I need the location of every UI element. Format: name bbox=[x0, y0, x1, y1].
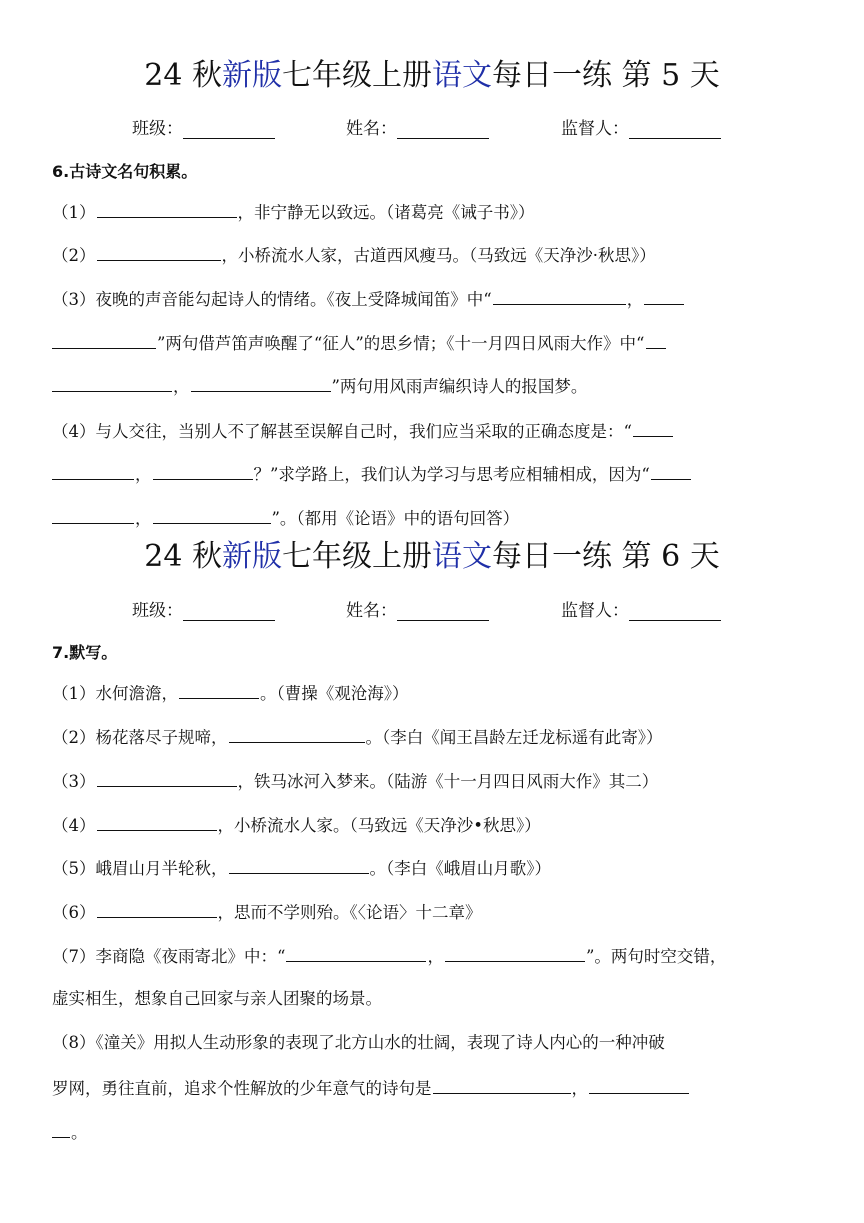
answer-blank[interactable] bbox=[52, 506, 134, 524]
answer-blank[interactable] bbox=[52, 374, 172, 392]
supervisor-field bbox=[561, 114, 721, 139]
q-text: （1）水何澹澹， bbox=[52, 684, 178, 703]
q-text: （3）夜晚的声音能勾起诗人的情绪。《夜上受降城闻笛》中“ bbox=[52, 290, 492, 309]
question-line bbox=[52, 813, 814, 838]
answer-blank[interactable] bbox=[97, 813, 217, 831]
q-text: 虚实相生，想象自己回家与亲人团聚的场景。 bbox=[52, 989, 382, 1008]
name-label: 姓名： bbox=[346, 601, 397, 621]
day6-title bbox=[0, 537, 864, 577]
name-field bbox=[346, 596, 489, 621]
title-highlight: 语文 bbox=[432, 539, 492, 574]
title-part: 每日一练 第 6 天 bbox=[492, 539, 720, 574]
answer-blank[interactable] bbox=[445, 944, 585, 962]
title-part: 七年级上册 bbox=[282, 58, 432, 93]
title-part: 七年级上册 bbox=[282, 539, 432, 574]
question-line bbox=[52, 243, 814, 268]
supervisor-blank[interactable] bbox=[629, 602, 721, 621]
question-line bbox=[52, 506, 814, 531]
class-blank[interactable] bbox=[183, 602, 275, 621]
q-text: ”两句借芦笛声唤醒了“征人”的思乡情；《十一月四日风雨大作》中“ bbox=[157, 334, 645, 353]
q-text: ，非宁静无以致远。（诸葛亮《诫子书》） bbox=[237, 203, 535, 222]
answer-blank[interactable] bbox=[644, 287, 684, 305]
answer-blank[interactable] bbox=[97, 243, 221, 261]
day5-info-row bbox=[0, 114, 864, 142]
question-line bbox=[52, 1120, 814, 1145]
q-text: ， bbox=[626, 290, 644, 309]
q-text: （2）杨花落尽子规啼， bbox=[52, 728, 228, 747]
q-text: 。（李白《峨眉山月歌》） bbox=[369, 859, 551, 878]
answer-blank[interactable] bbox=[97, 900, 217, 918]
answer-blank[interactable] bbox=[286, 944, 426, 962]
section-heading: 6.古诗文名句积累。 bbox=[52, 162, 198, 181]
question-line bbox=[52, 200, 814, 225]
class-field bbox=[132, 596, 275, 621]
answer-blank[interactable] bbox=[153, 506, 271, 524]
title-highlight: 新版 bbox=[222, 539, 282, 574]
q-text: ， bbox=[135, 509, 152, 528]
answer-blank[interactable] bbox=[153, 462, 253, 480]
title-part: 24 秋 bbox=[144, 539, 222, 574]
question-line bbox=[52, 900, 814, 925]
answer-blank[interactable] bbox=[229, 856, 369, 874]
q-text: ， bbox=[173, 377, 190, 396]
q-text: （2） bbox=[52, 246, 96, 265]
question-line bbox=[52, 769, 814, 794]
answer-blank[interactable] bbox=[52, 1120, 70, 1138]
question-line bbox=[52, 1076, 814, 1101]
answer-blank[interactable] bbox=[651, 462, 691, 480]
answer-blank[interactable] bbox=[179, 681, 259, 699]
question-line bbox=[52, 331, 814, 356]
answer-blank[interactable] bbox=[433, 1076, 571, 1094]
title-part: 每日一练 第 5 天 bbox=[492, 58, 720, 93]
supervisor-label: 监督人： bbox=[561, 601, 629, 621]
answer-blank[interactable] bbox=[191, 374, 331, 392]
title-part: 24 秋 bbox=[144, 58, 222, 93]
q-text: （4） bbox=[52, 816, 96, 835]
title-highlight: 语文 bbox=[432, 58, 492, 93]
class-field bbox=[132, 114, 275, 139]
name-blank[interactable] bbox=[397, 120, 489, 139]
class-label: 班级： bbox=[132, 601, 183, 621]
q-text: 。（李白《闻王昌龄左迁龙标遥有此寄》） bbox=[365, 728, 663, 747]
answer-blank[interactable] bbox=[589, 1076, 689, 1094]
supervisor-field bbox=[561, 596, 721, 621]
answer-blank[interactable] bbox=[52, 462, 134, 480]
answer-blank[interactable] bbox=[97, 200, 237, 218]
q-text: 。 bbox=[71, 1123, 88, 1142]
question-line bbox=[52, 419, 814, 444]
q-text: ？”求学路上，我们认为学习与思考应相辅相成，因为“ bbox=[253, 465, 650, 484]
question-line bbox=[52, 681, 814, 706]
class-blank[interactable] bbox=[183, 120, 275, 139]
q-text: ”。（都用《论语》中的语句回答） bbox=[271, 509, 520, 528]
day5-title bbox=[0, 56, 864, 96]
q-text: ， bbox=[571, 1079, 588, 1098]
q-text: ，小桥流水人家，古道西风瘦马。（马致远《天净沙·秋思》） bbox=[221, 246, 656, 265]
q-text: （8）《潼关》用拟人生动形象的表现了北方山水的壮阔，表现了诗人内心的一种冲破 bbox=[52, 1033, 665, 1052]
q-text: ， bbox=[427, 947, 444, 966]
q-text: ”两句用风雨声编织诗人的报国梦。 bbox=[331, 377, 588, 396]
question-line bbox=[52, 287, 814, 312]
answer-blank[interactable] bbox=[229, 725, 365, 743]
section-heading: 7.默写。 bbox=[52, 643, 118, 662]
title-highlight: 新版 bbox=[222, 58, 282, 93]
answer-blank[interactable] bbox=[493, 287, 626, 305]
question-line bbox=[52, 725, 814, 750]
name-field bbox=[346, 114, 489, 139]
answer-blank[interactable] bbox=[633, 419, 673, 437]
q-text: ，铁马冰河入梦来。（陆游《十一月四日风雨大作》其二） bbox=[237, 772, 659, 791]
question-line bbox=[52, 987, 814, 1011]
q-text: （1） bbox=[52, 203, 96, 222]
name-label: 姓名： bbox=[346, 119, 397, 139]
question-line bbox=[52, 856, 814, 881]
question-line bbox=[52, 944, 814, 969]
q-text: ， bbox=[135, 465, 152, 484]
q-text: ”。两句时空交错， bbox=[585, 947, 727, 966]
day6-info-row bbox=[0, 596, 864, 624]
question-line bbox=[52, 374, 814, 399]
question-line bbox=[52, 462, 814, 487]
q-text: （5）峨眉山月半轮秋， bbox=[52, 859, 228, 878]
q-text: （4）与人交往，当别人不了解甚至误解自己时，我们应当采取的正确态度是：“ bbox=[52, 422, 632, 441]
q-text: 罗网，勇往直前，追求个性解放的少年意气的诗句是 bbox=[52, 1079, 432, 1098]
class-label: 班级： bbox=[132, 119, 183, 139]
supervisor-label: 监督人： bbox=[561, 119, 629, 139]
q-text: （7）李商隐《夜雨寄北》中：“ bbox=[52, 947, 286, 966]
q-text: 。（曹操《观沧海》） bbox=[260, 684, 409, 703]
question-line bbox=[52, 1031, 814, 1055]
name-blank[interactable] bbox=[397, 602, 489, 621]
q-text: ，小桥流水人家。（马致远《天净沙•秋思》） bbox=[217, 816, 541, 835]
q-text: （6） bbox=[52, 903, 96, 922]
q-text: （3） bbox=[52, 772, 96, 791]
answer-blank[interactable] bbox=[646, 331, 666, 349]
answer-blank[interactable] bbox=[52, 331, 156, 349]
answer-blank[interactable] bbox=[97, 769, 237, 787]
supervisor-blank[interactable] bbox=[629, 120, 721, 139]
q-text: ，思而不学则殆。《〈论语〉十二章》 bbox=[217, 903, 482, 922]
